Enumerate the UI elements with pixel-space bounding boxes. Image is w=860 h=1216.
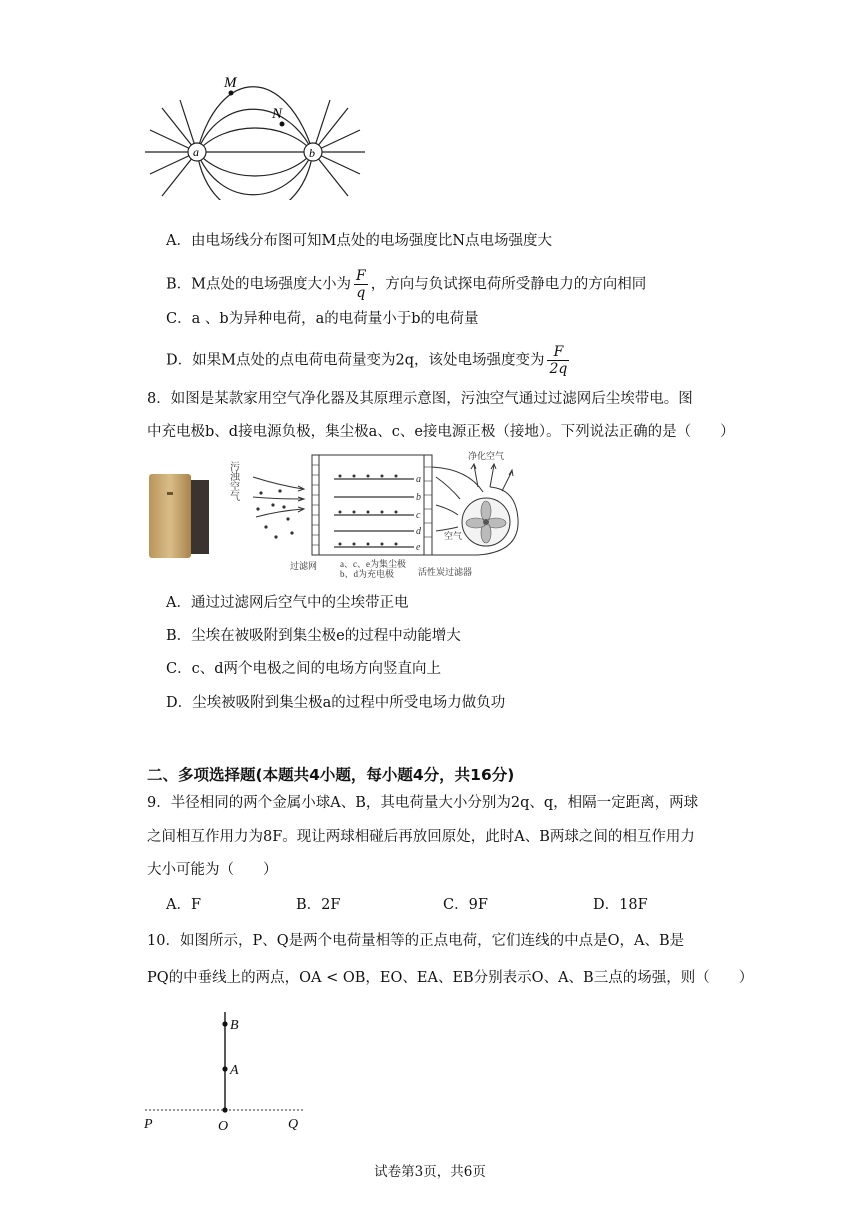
- q8-option-d: D．尘埃被吸附到集尘极a的过程中所受电场力做负功: [166, 695, 506, 711]
- perpendicular-bisector-figure: [140, 1000, 320, 1135]
- carbon-filter-label: 活性炭过滤器: [418, 567, 473, 577]
- q8-option-b: B．尘埃在被吸附到集尘极e的过程中动能增大: [166, 628, 461, 644]
- purifier-schematic: [228, 447, 528, 582]
- dirty-air-label: 污浊空气: [228, 461, 239, 501]
- point-B-label: B: [230, 1018, 239, 1033]
- q7-option-c: C．a 、b为异种电荷，a的电荷量小于b的电荷量: [166, 311, 479, 327]
- point-A-label: A: [230, 1063, 239, 1078]
- clean-air-label: 净化空气: [468, 451, 505, 461]
- charge-b-label: b: [309, 146, 315, 160]
- page-footer: 试卷第3页，共6页: [374, 1164, 486, 1180]
- q7-option-a: A．由电场线分布图可知M点处的电场强度比N点电场强度大: [166, 233, 553, 249]
- fraction: $\frac{F}{q}$: [356, 268, 366, 301]
- q9-option-c: C．9F: [443, 897, 488, 913]
- q8-option-a: A．通过过滤网后空气中的尘埃带正电: [166, 595, 409, 611]
- q9-option-a: A．F: [166, 897, 202, 913]
- air-label: 空气: [444, 531, 463, 541]
- q9-stem-line2: 之间相互作用力为8F。现让两球相碰后再放回原处，此时A、B两球之间的相互作用力: [147, 829, 695, 845]
- q9-stem-line1: 9．半径相同的两个金属小球A、B，其电荷量大小分别为2q、q，相隔一定距离，两球: [147, 795, 699, 811]
- q8-stem-line2: 中充电极b、d接电源负极，集尘极a、c、e接电源正极（接地）。下列说法正确的是（ ）: [147, 424, 735, 440]
- q9-option-b: B．2F: [296, 897, 341, 913]
- electrode-e-label: e: [416, 542, 421, 553]
- electrode-d-label: d: [416, 526, 421, 537]
- q7-option-b: B．M点处的电场强度大小为 $\frac{F}{q}$ ，方向与负试探电荷所受静电力的方向相同: [166, 268, 647, 301]
- field-lines-figure: [140, 70, 370, 200]
- air-purifier-photo: [145, 470, 213, 562]
- q9-stem-line3: 大小可能为（ ）: [147, 862, 278, 878]
- charger-note: b、d为充电极: [340, 569, 395, 579]
- electrode-b-label: b: [416, 492, 421, 503]
- point-Q-label: Q: [288, 1117, 299, 1132]
- electrode-c-label: c: [416, 510, 421, 521]
- q9-option-d: D．18F: [593, 897, 648, 913]
- q8-option-c: C．c、d两个电极之间的电场方向竖直向上: [166, 661, 441, 677]
- point-N-label: N: [272, 106, 283, 122]
- electrode-a-label: a: [416, 474, 421, 485]
- q8-stem-line1: 8．如图是某款家用空气净化器及其原理示意图，污浊空气通过过滤网后尘埃带电。图: [147, 391, 693, 407]
- point-O-label: O: [218, 1119, 229, 1134]
- charge-a-label: a: [193, 145, 199, 159]
- q10-stem-line2: PQ的中垂线上的两点，OA < OB，EO、EA、EB分别表示O、A、B三点的场强，则（ ）: [147, 970, 754, 986]
- filter-label: 过滤网: [290, 561, 318, 571]
- collector-note: a、c、e为集尘极: [340, 559, 406, 569]
- point-P-label: P: [144, 1117, 153, 1132]
- fraction: $\frac{F}{2q}$: [549, 344, 568, 377]
- point-M-label: M: [224, 75, 237, 91]
- q10-stem-line1: 10．如图所示，P、Q是两个电荷量相等的正点电荷，它们连线的中点是O，A、B是: [147, 933, 685, 949]
- q7-option-d: D．如果M点处的点电荷电荷量变为2q，该处电场强度变为 $\frac{F}{2q}$: [166, 344, 568, 377]
- section-title: 二、多项选择题(本题共4小题，每小题4分，共16分): [147, 766, 515, 784]
